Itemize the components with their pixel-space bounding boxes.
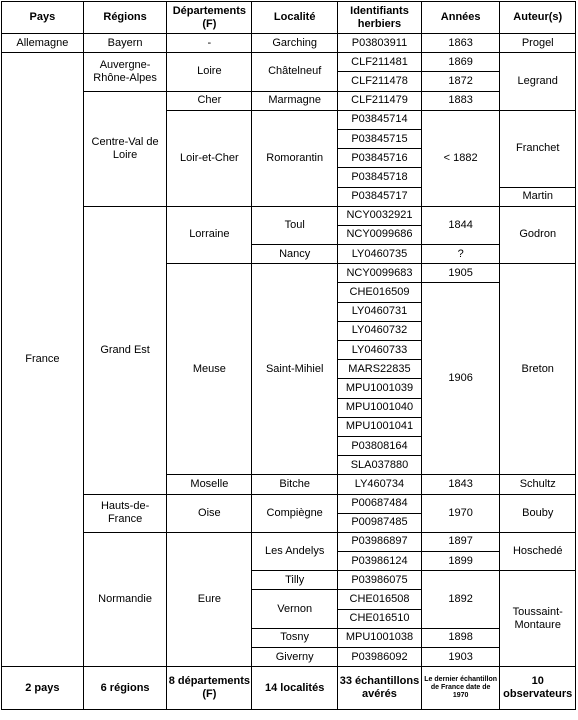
header-identifiants: Identifiants herbiers bbox=[338, 2, 422, 34]
annee-cell: 1905 bbox=[421, 264, 500, 283]
header-regions: Régions bbox=[83, 2, 167, 34]
auteur-cell: Legrand bbox=[500, 53, 576, 111]
auteur-cell: Breton bbox=[500, 264, 576, 475]
identifiant-cell: P03845716 bbox=[338, 149, 422, 168]
departement-cell: Loire bbox=[167, 53, 252, 91]
identifiant-cell: P03986124 bbox=[338, 552, 422, 571]
identifiant-cell: LY0460731 bbox=[338, 302, 422, 321]
identifiant-cell: P03808164 bbox=[338, 436, 422, 455]
identifiant-cell: MARS22835 bbox=[338, 360, 422, 379]
localite-cell: Bitche bbox=[252, 475, 338, 494]
annee-cell: 1892 bbox=[421, 571, 500, 629]
localite-cell: Marmagne bbox=[252, 91, 338, 110]
identifiant-cell: P03845717 bbox=[338, 187, 422, 206]
identifiant-cell: CLF211479 bbox=[338, 91, 422, 110]
localite-cell: Toul bbox=[252, 206, 338, 244]
region-cell: Grand Est bbox=[83, 206, 167, 494]
auteur-cell: Progel bbox=[500, 34, 576, 53]
region-cell: Centre-Val de Loire bbox=[83, 91, 167, 206]
localite-cell: Les Andelys bbox=[252, 532, 338, 570]
localite-cell: Giverny bbox=[252, 648, 338, 667]
total-echantillons: 33 échantillons avérés bbox=[338, 667, 422, 710]
localite-cell: Romorantin bbox=[252, 110, 338, 206]
identifiant-cell: P03986897 bbox=[338, 532, 422, 551]
identifiant-cell: CHE016509 bbox=[338, 283, 422, 302]
departement-cell: Oise bbox=[167, 494, 252, 532]
auteur-cell: Schultz bbox=[500, 475, 576, 494]
identifiant-cell: P03845714 bbox=[338, 110, 422, 129]
auteur-cell: Franchet bbox=[500, 110, 576, 187]
identifiant-cell: MPU1001041 bbox=[338, 417, 422, 436]
header-localite: Localité bbox=[252, 2, 338, 34]
annee-cell: 1883 bbox=[421, 91, 500, 110]
table-row bbox=[2, 53, 576, 72]
localite-cell: Tosny bbox=[252, 628, 338, 647]
total-pays: 2 pays bbox=[2, 667, 84, 710]
departement-cell: Meuse bbox=[167, 264, 252, 475]
identifiant-cell: MPU1001039 bbox=[338, 379, 422, 398]
total-auteurs: 10 observateurs bbox=[500, 667, 576, 710]
country-cell: France bbox=[2, 53, 84, 667]
identifiant-cell: P03986075 bbox=[338, 571, 422, 590]
annee-cell: 1899 bbox=[421, 552, 500, 571]
region-cell: Bayern bbox=[83, 34, 167, 53]
country-cell: Allemagne bbox=[2, 34, 84, 53]
identifiant-cell: CLF211478 bbox=[338, 72, 422, 91]
identifiant-cell: CLF211481 bbox=[338, 53, 422, 72]
identifiant-cell: LY460734 bbox=[338, 475, 422, 494]
annee-cell: 1869 bbox=[421, 53, 500, 72]
identifiant-cell: P03986092 bbox=[338, 648, 422, 667]
region-cell: Normandie bbox=[83, 532, 167, 666]
header-annees: Années bbox=[421, 2, 500, 34]
annee-cell: 1897 bbox=[421, 532, 500, 551]
localite-cell: Garching bbox=[252, 34, 338, 53]
table-row bbox=[2, 91, 576, 110]
table-row bbox=[2, 532, 576, 551]
departement-cell: - bbox=[167, 34, 252, 53]
identifiant-cell: MPU1001038 bbox=[338, 628, 422, 647]
identifiant-cell: LY0460735 bbox=[338, 245, 422, 264]
identifiant-cell: P00687484 bbox=[338, 494, 422, 513]
departement-cell: Eure bbox=[167, 532, 252, 666]
identifiant-cell: P00987485 bbox=[338, 513, 422, 532]
departement-cell: Moselle bbox=[167, 475, 252, 494]
annee-cell: 1970 bbox=[421, 494, 500, 532]
header-row bbox=[2, 2, 576, 34]
identifiant-cell: P03803911 bbox=[338, 34, 422, 53]
annee-cell: < 1882 bbox=[421, 110, 500, 206]
identifiant-cell: P03845718 bbox=[338, 168, 422, 187]
annee-cell: 1844 bbox=[421, 206, 500, 244]
herbarium-table bbox=[1, 1, 576, 710]
annee-cell: 1906 bbox=[421, 283, 500, 475]
total-regions: 6 régions bbox=[83, 667, 167, 710]
localite-cell: Compiègne bbox=[252, 494, 338, 532]
localite-cell: Tilly bbox=[252, 571, 338, 590]
annee-cell: 1872 bbox=[421, 72, 500, 91]
annee-cell: 1843 bbox=[421, 475, 500, 494]
annee-cell: ? bbox=[421, 245, 500, 264]
header-departements: Départements (F) bbox=[167, 2, 252, 34]
identifiant-cell: MPU1001040 bbox=[338, 398, 422, 417]
region-cell: Hauts-de-France bbox=[83, 494, 167, 532]
total-localites: 14 localités bbox=[252, 667, 338, 710]
identifiant-cell: NCY0099683 bbox=[338, 264, 422, 283]
auteur-cell: Bouby bbox=[500, 494, 576, 532]
identifiant-cell: P03845715 bbox=[338, 129, 422, 148]
identifiant-cell: LY0460733 bbox=[338, 341, 422, 360]
identifiant-cell: NCY0032921 bbox=[338, 206, 422, 225]
annee-cell: 1898 bbox=[421, 628, 500, 647]
auteur-cell: Godron bbox=[500, 206, 576, 264]
localite-cell: Nancy bbox=[252, 245, 338, 264]
table-row bbox=[2, 34, 576, 53]
header-auteurs: Auteur(s) bbox=[500, 2, 576, 34]
table-row bbox=[2, 494, 576, 513]
identifiant-cell: CHE016508 bbox=[338, 590, 422, 609]
departement-cell: Cher bbox=[167, 91, 252, 110]
identifiant-cell: CHE016510 bbox=[338, 609, 422, 628]
localite-cell: Saint-Mihiel bbox=[252, 264, 338, 475]
table-row bbox=[2, 206, 576, 225]
annee-cell: 1903 bbox=[421, 648, 500, 667]
departement-cell: Lorraine bbox=[167, 206, 252, 264]
header-pays: Pays bbox=[2, 2, 84, 34]
auteur-cell: Toussaint-Montaure bbox=[500, 571, 576, 667]
auteur-cell: Martin bbox=[500, 187, 576, 206]
identifiant-cell: NCY0099686 bbox=[338, 225, 422, 244]
localite-cell: Vernon bbox=[252, 590, 338, 628]
region-cell: Auvergne-Rhône-Alpes bbox=[83, 53, 167, 91]
localite-cell: Châtelneuf bbox=[252, 53, 338, 91]
identifiant-cell: SLA037880 bbox=[338, 456, 422, 475]
annee-cell: 1863 bbox=[421, 34, 500, 53]
total-annees-note: Le dernier échantillon de France date de 1970 bbox=[421, 667, 500, 710]
departement-cell: Loir-et-Cher bbox=[167, 110, 252, 206]
auteur-cell: Hoschedé bbox=[500, 532, 576, 570]
total-departements: 8 départements (F) bbox=[167, 667, 252, 710]
totals-row bbox=[2, 667, 576, 710]
identifiant-cell: LY0460732 bbox=[338, 321, 422, 340]
